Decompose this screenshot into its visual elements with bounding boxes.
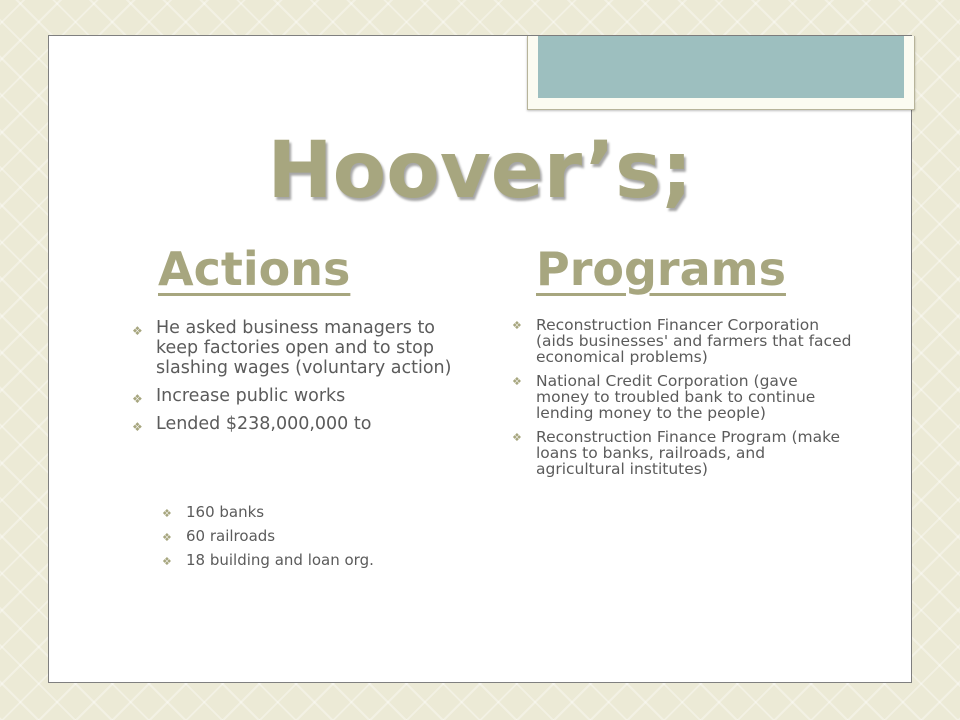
slide-title: Hoover’s; — [267, 126, 693, 216]
programs-heading: Programs — [536, 242, 786, 296]
actions-item-lended — [132, 414, 462, 434]
actions-item-text: Increase public works — [156, 386, 346, 406]
sub-item-text: 18 building and loan org. — [186, 551, 374, 569]
actions-item-text: He asked business managers to keep factories open and to stop slashing wages (voluntary action) — [156, 318, 452, 378]
diamond-bullet-icon: ❖ — [162, 555, 172, 568]
programs-item-text: National Credit Corporation (gave money to troubled bank to continue lending money to the people) — [536, 372, 816, 422]
diamond-bullet-icon: ❖ — [512, 431, 522, 444]
programs-item-text: Reconstruction Finance Program (make loans to banks, railroads, and agricultural institutes) — [536, 428, 841, 478]
sub-item-railroads — [162, 527, 462, 545]
sub-item-text: 60 railroads — [186, 527, 276, 545]
actions-item-public-works — [132, 386, 462, 406]
diamond-bullet-icon: ❖ — [132, 392, 143, 406]
diamond-bullet-icon: ❖ — [132, 420, 143, 434]
programs-list — [512, 317, 852, 485]
diamond-bullet-icon: ❖ — [162, 531, 172, 544]
actions-list — [132, 318, 462, 442]
top-accent-frame — [527, 36, 915, 110]
sub-item-text: 160 banks — [186, 503, 265, 521]
lended-sub-list — [162, 503, 462, 575]
programs-item-ncc — [512, 373, 852, 421]
programs-item-rfp — [512, 429, 852, 477]
diamond-bullet-icon: ❖ — [512, 375, 522, 388]
top-accent-block — [538, 36, 904, 98]
diamond-bullet-icon: ❖ — [162, 507, 172, 520]
programs-item-text: Reconstruction Financer Corporation (aids businesses' and farmers that faced economical problems) — [536, 316, 852, 366]
actions-item-keep-factories-open — [132, 318, 462, 378]
programs-item-rfc — [512, 317, 852, 365]
diamond-bullet-icon: ❖ — [132, 324, 143, 338]
actions-heading: Actions — [158, 242, 351, 296]
sub-item-building-loan — [162, 551, 462, 569]
sub-item-banks — [162, 503, 462, 521]
actions-item-text: Lended $238,000,000 to — [156, 414, 372, 434]
diamond-bullet-icon: ❖ — [512, 319, 522, 332]
